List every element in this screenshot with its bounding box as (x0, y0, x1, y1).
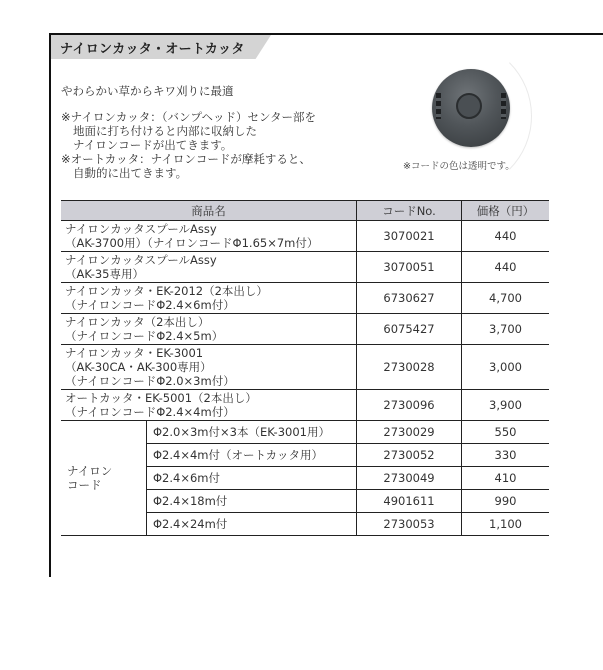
name-line: （ナイロンコードΦ2.0×3m付） (65, 374, 235, 388)
name-line: ナイロンカッタスプールAssy (65, 222, 217, 236)
product-name (61, 252, 357, 283)
note-line: 地面に打ち付けると内部に収納した (73, 124, 257, 138)
note-line: ナイロンコードが出てきます。 (73, 138, 233, 152)
name-line: （ナイロンコードΦ2.4×4m付） (65, 405, 235, 419)
header-code: コードNo. (357, 201, 462, 221)
product-code: 3070051 (357, 252, 462, 283)
table-row (61, 345, 549, 390)
notes (61, 110, 316, 180)
header-price: 価格（円） (462, 201, 550, 221)
table-row (61, 283, 549, 314)
product-price: 440 (462, 252, 550, 283)
note-line: ※ナイロンカッタ：（バンプヘッド）センター部を (61, 110, 317, 124)
table-row (61, 252, 549, 283)
name-line: オートカッタ・EK-5001（2本出し） (65, 391, 257, 405)
group-label-line: コード (67, 478, 102, 492)
table-row (61, 421, 549, 444)
frame-left-rule (49, 33, 51, 577)
product-name (61, 314, 357, 345)
product-name: Φ2.4×6m付 (147, 467, 357, 490)
product-code: 2730029 (357, 421, 462, 444)
group-label-line: ナイロン (67, 464, 113, 478)
table-row (61, 221, 549, 252)
name-line: （AK-3700用）（ナイロンコードΦ1.65×7m付） (65, 236, 319, 250)
name-line: （AK-35専用） (65, 267, 144, 281)
product-price: 4,700 (462, 283, 550, 314)
product-price: 990 (462, 490, 550, 513)
product-price: 3,000 (462, 345, 550, 390)
product-price: 3,900 (462, 390, 550, 421)
product-code: 2730053 (357, 513, 462, 536)
product-price: 3,700 (462, 314, 550, 345)
note-line: ※オートカッタ：ナイロンコードが摩耗すると、 (61, 152, 311, 166)
bump-head-cutter-image-icon (432, 69, 510, 147)
product-name: Φ2.4×18m付 (147, 490, 357, 513)
product-code: 2730028 (357, 345, 462, 390)
product-code: 6730627 (357, 283, 462, 314)
product-price: 440 (462, 221, 550, 252)
product-name: Φ2.4×24m付 (147, 513, 357, 536)
name-line: （ナイロンコードΦ2.4×5m） (65, 329, 224, 343)
product-code: 2730049 (357, 467, 462, 490)
name-line: ナイロンカッタ（2本出し） (65, 315, 210, 329)
product-price: 1,100 (462, 513, 550, 536)
bump-hub-icon (456, 93, 482, 119)
product-code: 6075427 (357, 314, 462, 345)
cord-slot-icon (501, 93, 506, 119)
section-title: ナイロンカッタ・オートカッタ (60, 42, 245, 57)
name-line: ナイロンカッタスプールAssy (65, 253, 217, 267)
header-name: 商品名 (61, 201, 357, 221)
table-header-row (61, 201, 549, 221)
table-row (61, 314, 549, 345)
product-code: 2730052 (357, 444, 462, 467)
cord-slot-icon (436, 93, 441, 119)
name-line: ナイロンカッタ・EK-3001 (65, 346, 204, 360)
intro-text: やわらかい草からキワ刈りに最適 (61, 84, 234, 98)
product-name (61, 390, 357, 421)
product-code: 2730096 (357, 390, 462, 421)
product-table (61, 200, 549, 536)
product-name (61, 283, 357, 314)
product-name: Φ2.4×4m付（オートカッタ用） (147, 444, 357, 467)
product-name (61, 345, 357, 390)
product-name: Φ2.0×3m付×3本（EK-3001用） (147, 421, 357, 444)
name-line: ナイロンカッタ・EK-2012（2本出し） (65, 284, 268, 298)
image-caption: ※コードの色は透明です。 (403, 161, 515, 172)
product-price: 410 (462, 467, 550, 490)
name-line: （ナイロンコードΦ2.4×6m付） (65, 298, 235, 312)
product-name (61, 221, 357, 252)
product-price: 330 (462, 444, 550, 467)
product-price: 550 (462, 421, 550, 444)
note-line: 自動的に出てきます。 (73, 166, 188, 180)
group-label-nylon-cord (61, 421, 147, 536)
frame-top-rule (49, 33, 603, 35)
name-line: （AK-30CA・AK-300専用） (65, 360, 212, 374)
table-row (61, 390, 549, 421)
product-code: 3070021 (357, 221, 462, 252)
product-code: 4901611 (357, 490, 462, 513)
